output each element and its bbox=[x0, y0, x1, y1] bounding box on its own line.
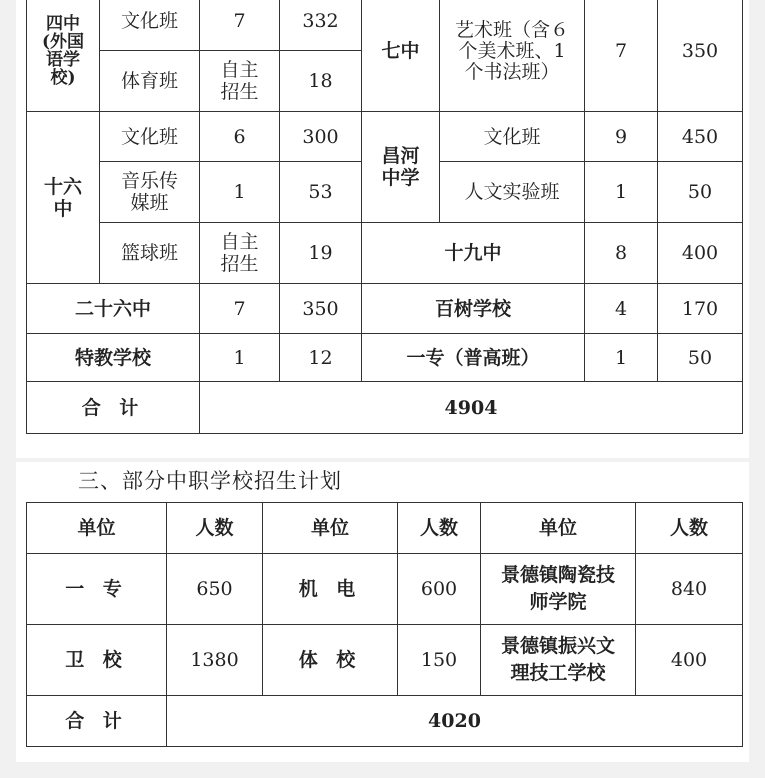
classes-count-cell: 7 bbox=[200, 0, 280, 51]
school-cell: 昌河 中学 bbox=[362, 112, 440, 223]
enrollment-cell: 50 bbox=[658, 162, 743, 223]
school-name: 四中 (外国 语学 校) bbox=[41, 14, 85, 88]
total-label: 合 计 bbox=[27, 696, 167, 747]
header-count: 人数 bbox=[636, 503, 743, 554]
unit-cell: 体 校 bbox=[263, 625, 398, 696]
school-cell: 特教学校 bbox=[27, 334, 200, 382]
enrollment-cell: 332 bbox=[280, 0, 362, 51]
school-cell: 百树学校 bbox=[362, 284, 585, 334]
classes-count-cell: 7 bbox=[585, 0, 658, 112]
section-title: 三、部分中职学校招生计划 bbox=[78, 469, 342, 493]
enrollment-cell: 450 bbox=[658, 112, 743, 162]
class-cell: 文化班 bbox=[440, 112, 585, 162]
class-cell: 音乐传 媒班 bbox=[100, 162, 200, 223]
school-cell: 十九中 bbox=[362, 223, 585, 284]
count-cell: 600 bbox=[398, 554, 481, 625]
classes-count-cell: 1 bbox=[585, 162, 658, 223]
enrollment-cell: 400 bbox=[658, 223, 743, 284]
count-cell: 400 bbox=[636, 625, 743, 696]
enrollment-cell: 53 bbox=[280, 162, 362, 223]
enrollment-cell: 350 bbox=[280, 284, 362, 334]
class-cell: 人文实验班 bbox=[440, 162, 585, 223]
enrollment-cell: 350 bbox=[658, 0, 743, 112]
header-unit: 单位 bbox=[27, 503, 167, 554]
total-label: 合 计 bbox=[27, 382, 200, 434]
header-unit: 单位 bbox=[481, 503, 636, 554]
header-count: 人数 bbox=[167, 503, 263, 554]
classes-count-cell: 8 bbox=[585, 223, 658, 284]
classes-count-cell: 自主 招生 bbox=[200, 51, 280, 112]
classes-count-cell: 9 bbox=[585, 112, 658, 162]
class-cell: 文化班 bbox=[100, 0, 200, 51]
enrollment-cell: 170 bbox=[658, 284, 743, 334]
total-value: 4904 bbox=[200, 382, 743, 434]
enrollment-table-2-panel bbox=[16, 462, 749, 762]
classes-count-cell: 7 bbox=[200, 284, 280, 334]
school-cell bbox=[27, 0, 100, 112]
classes-count-cell: 1 bbox=[200, 162, 280, 223]
class-cell: 篮球班 bbox=[100, 223, 200, 284]
unit-cell: 机 电 bbox=[263, 554, 398, 625]
enrollment-cell: 300 bbox=[280, 112, 362, 162]
classes-count-cell: 1 bbox=[585, 334, 658, 382]
unit-cell: 一 专 bbox=[27, 554, 167, 625]
enrollment-cell: 18 bbox=[280, 51, 362, 112]
class-cell: 体育班 bbox=[100, 51, 200, 112]
unit-cell: 景德镇振兴文 理技工学校 bbox=[481, 625, 636, 696]
school-cell: 十六 中 bbox=[27, 112, 100, 284]
school-cell: 二十六中 bbox=[27, 284, 200, 334]
enrollment-cell: 50 bbox=[658, 334, 743, 382]
unit-cell: 卫 校 bbox=[27, 625, 167, 696]
vocational-school-enrollment-table bbox=[26, 502, 743, 747]
unit-cell: 景德镇陶瓷技 师学院 bbox=[481, 554, 636, 625]
enrollment-cell: 19 bbox=[280, 223, 362, 284]
enrollment-cell: 12 bbox=[280, 334, 362, 382]
high-school-enrollment-table bbox=[26, 0, 743, 434]
header-unit: 单位 bbox=[263, 503, 398, 554]
header-count: 人数 bbox=[398, 503, 481, 554]
classes-count-cell: 自主 招生 bbox=[200, 223, 280, 284]
enrollment-table-1-panel bbox=[16, 0, 749, 458]
school-cell: 一专（普高班） bbox=[362, 334, 585, 382]
class-cell: 艺术班（含６ 个美术班、1 个书法班） bbox=[440, 0, 585, 112]
count-cell: 150 bbox=[398, 625, 481, 696]
class-cell: 文化班 bbox=[100, 112, 200, 162]
classes-count-cell: 6 bbox=[200, 112, 280, 162]
count-cell: 840 bbox=[636, 554, 743, 625]
count-cell: 1380 bbox=[167, 625, 263, 696]
school-cell: 七中 bbox=[362, 0, 440, 112]
classes-count-cell: 1 bbox=[200, 334, 280, 382]
classes-count-cell: 4 bbox=[585, 284, 658, 334]
total-value: 4020 bbox=[167, 696, 743, 747]
count-cell: 650 bbox=[167, 554, 263, 625]
